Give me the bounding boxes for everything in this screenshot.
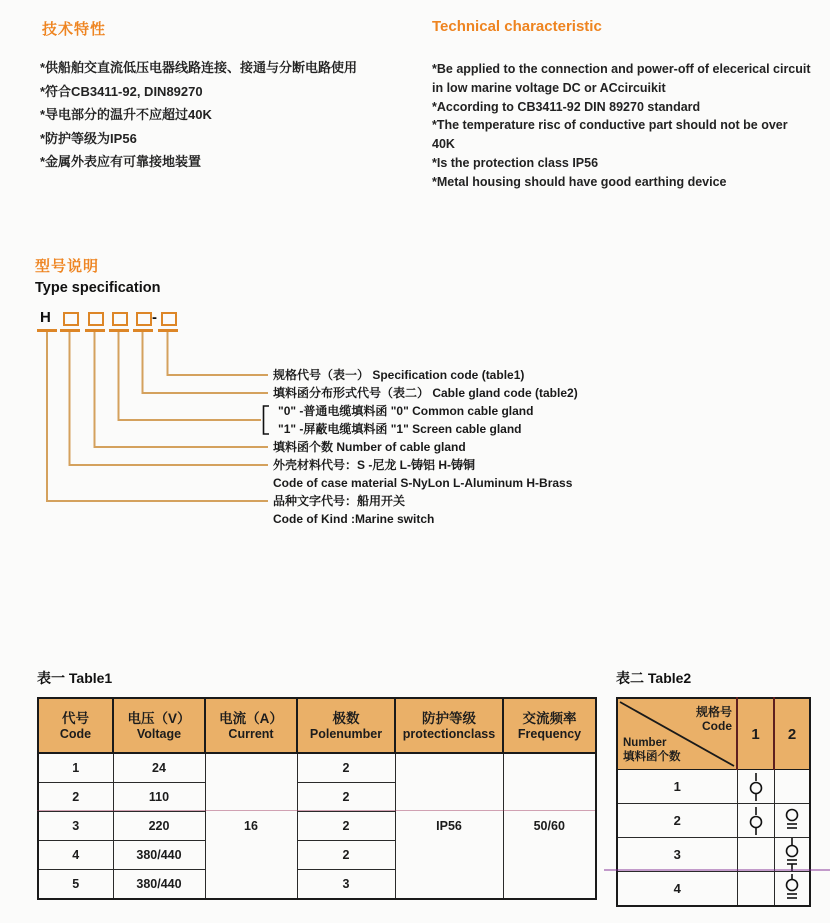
table2-header-code-label: 规格号 Code: [695, 705, 732, 733]
gland-symbol-screen-mid: [774, 872, 810, 907]
table2-header-col2: 2: [774, 698, 810, 770]
cell-voltage: 380/440: [113, 870, 205, 900]
table1: [37, 697, 597, 900]
type-spec-title-cn: 型号说明: [35, 258, 100, 275]
tech-line-en: *According to CB3411-92 DIN 89270 standard: [432, 99, 701, 114]
gland-cell-empty: [737, 872, 774, 907]
table2-row: [617, 838, 810, 872]
cell-gland-number: 2: [617, 804, 737, 838]
table2-header-number-label: Number 填料函个数: [623, 737, 681, 763]
type-code-prefix: H: [40, 309, 51, 326]
tech-line-en: in low marine voltage DC or ACcircuikit: [432, 80, 666, 95]
cell-poles: 2: [297, 783, 395, 812]
tech-bullet-cn: *防护等级为IP56: [40, 130, 137, 146]
gland-symbol-single-mid: [737, 804, 774, 838]
code-label-option-0: "0" -普通电缆填料函 "0" Common cable gland: [278, 404, 534, 418]
table1-header-frequency: 交流频率 Frequency: [503, 698, 596, 753]
table2-row: [617, 770, 810, 804]
gland-symbol-screen-top: [774, 838, 810, 872]
cell-frequency-merged: 50/60: [503, 753, 596, 899]
gland-symbol-screen: [774, 804, 810, 838]
gland-cell-empty: [737, 838, 774, 872]
option-bracket: [264, 406, 270, 434]
cell-voltage: 220: [113, 812, 205, 841]
code-label-gland-code: 填料函分布形式代号（表二） Cable gland code (table2): [273, 386, 578, 400]
gland-icon: [745, 772, 767, 802]
cell-code: 3: [38, 812, 113, 841]
gland-icon: [781, 874, 803, 904]
table1-header-current: 电流（A） Current: [205, 698, 297, 753]
tech-bullet-cn: *金属外表应有可靠接地装置: [40, 154, 202, 169]
table2-title: 表二 Table2: [616, 670, 692, 686]
table1-header-protection: 防护等级 protectionclass: [395, 698, 503, 753]
cell-code: 4: [38, 841, 113, 870]
tech-bullet-cn: *供船舶交直流低压电器线路连接、接通与分断电路使用: [40, 60, 358, 75]
cell-poles: 2: [297, 753, 395, 783]
cell-protection-merged: IP56: [395, 753, 503, 899]
cell-current-merged: 16: [205, 753, 297, 899]
cell-gland-number: 1: [617, 770, 737, 804]
tech-line-en: *Metal housing should have good earthing device: [432, 174, 727, 189]
table1-header-voltage: 电压（V） Voltage: [113, 698, 205, 753]
code-label-gland-number: 填料函个数 Number of cable gland: [273, 440, 466, 454]
code-label-material-en: Code of case material S-NyLon L-Aluminum H-Brass: [273, 476, 573, 490]
code-label-material-cn: 外壳材料代号：S -尼龙 L-铸铝 H-铸铜: [273, 458, 475, 472]
table1-title: 表一 Table1: [37, 670, 113, 686]
tech-title-cn: 技术特性: [42, 21, 107, 38]
type-code-diagram: [35, 305, 815, 545]
tech-bullet-cn: *导电部分的温升不应超过40K: [40, 107, 212, 122]
cell-poles: 2: [297, 841, 395, 870]
cell-poles: 2: [297, 812, 395, 841]
cell-gland-number: 4: [617, 872, 737, 907]
table1-header-polenumber: 极数 Polenumber: [297, 698, 395, 753]
gland-cell-empty: [774, 770, 810, 804]
table1-header-row: [38, 698, 596, 753]
gland-icon: [781, 806, 803, 836]
cell-code: 5: [38, 870, 113, 900]
table2-header-diagonal-cell: [617, 698, 737, 770]
tech-line-en: 40K: [432, 137, 455, 152]
table2: [616, 697, 811, 907]
code-label-kind-en: Code of Kind :Marine switch: [273, 512, 435, 526]
table2-header-col1: 1: [737, 698, 774, 770]
table2-row: [617, 872, 810, 907]
gland-icon: [781, 838, 803, 871]
tech-line-en: *Be applied to the connection and power-off of elecerical circuit: [432, 62, 811, 76]
gland-symbol-single-top: [737, 770, 774, 804]
cell-poles: 3: [297, 870, 395, 900]
cell-code: 2: [38, 783, 113, 812]
type-spec-title-en: Type specification: [35, 280, 161, 296]
tech-line-en: *Is the protection class IP56: [432, 155, 599, 170]
cell-voltage: 24: [113, 753, 205, 783]
table2-row: [617, 804, 810, 838]
table1-header-code: 代号 Code: [38, 698, 113, 753]
table1-row: [38, 753, 596, 783]
cell-gland-number: 3: [617, 838, 737, 872]
code-label-option-1: "1" -屏蔽电缆填料函 "1" Screen cable gland: [278, 422, 522, 436]
cell-voltage: 110: [113, 783, 205, 812]
code-label-kind-cn: 品种文字代号：船用开关: [273, 494, 406, 508]
tech-bullet-cn: *符合CB3411-92, DIN89270: [40, 83, 203, 99]
type-code-dash: -: [152, 309, 157, 326]
gland-icon: [745, 806, 767, 836]
tech-bullets-cn: [40, 56, 420, 174]
tech-lines-en: [432, 60, 822, 192]
cell-voltage: 380/440: [113, 841, 205, 870]
cell-code: 1: [38, 753, 113, 783]
code-label-specification: 规格代号（表一） Specification code (table1): [273, 368, 525, 382]
table2-header-row: [617, 698, 810, 770]
tech-title-en: Technical characteristic: [432, 18, 602, 35]
tech-line-en: *The temperature risc of conductive part should not be over: [432, 118, 788, 133]
